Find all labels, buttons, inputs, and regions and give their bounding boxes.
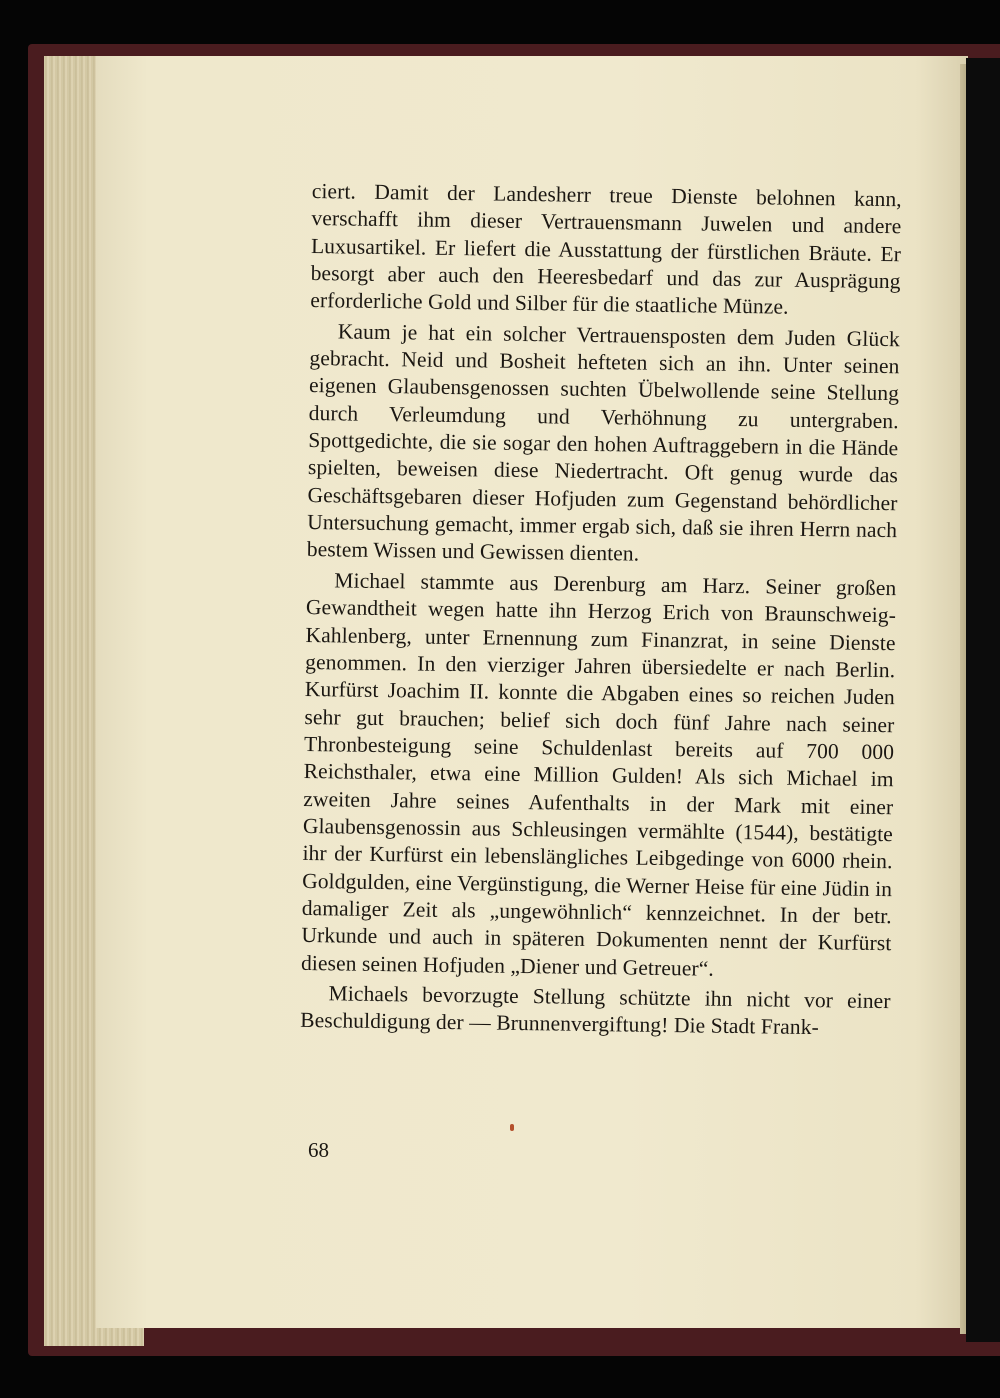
paragraph-2: Kaum je hat ein solcher Vertrauensposten dem Juden Glück gebracht. Neid und Bosheit hefteten sich an ihn. Unter seinen eigenen Glaubensgenossen suchten Übelwollende seine Stellung durch Verleumdung und Verhöhnung zu untergraben. Spottgedichte, die sie sogar den hohen Auftraggebern in die Hände spielten, beweisen diese Niedertracht. Oft genug wurde das Geschäftsgebaren dieser Hofjuden zum Gegenstand behördlicher Untersuchung gemacht, immer ergab sich, daß sie ihren Herrn nach bestem Wissen und Gewissen dienten. (306, 319, 900, 567)
background-right (966, 58, 1000, 1342)
ink-mark (510, 1124, 514, 1131)
paragraph-4: Michaels bevorzugte Stellung schützte ihn nicht vor einer Beschuldigung der — Brunnenvergiftung! Die Stadt Frank- (300, 981, 891, 1040)
body-text (300, 178, 902, 1043)
paragraph-3: Michael stammte aus Derenburg am Harz. Seiner großen Gewandtheit wegen hatte ihn Herzog Erich von Braunschweig-Kahlenberg, unter Ernennung zum Finanzrat, in seine Dienste genommen. In den vierziger Jahren übersiedelte er nach Berlin. Kurfürst Joachim II. konnte die Abgaben eines so reichen Juden sehr gut brauchen; belief sich doch fünf Jahre nach seiner Thronbesteigung seine Schuldenlast bereits auf 700 000 Reichsthaler, etwa eine Million Gulden! Als sich Michael im zweiten Jahre seines Aufenthalts in der Mark mit einer Glaubensgenossin aus Schleusingen vermählte (1544), bestätigte ihr der Kurfürst ein lebenslängliches Leibgedinge von 6000 rhein. Goldgulden, eine Vergünstigung, die Werner Heise für eine Jüdin in damaliger Zeit als „ungewöhnlich“ kennzeichnet. In der betr. Urkunde und auch in späteren Dokumenten nennt der Kurfürst diesen seinen Hofjuden „Diener und Getreuer“. (300, 568, 897, 981)
paragraph-1: ciert. Damit der Landesherr treue Dienste belohnen kann, verschafft ihm dieser Vertrauensmann Juwelen und andere Luxusartikel. Er liefert die Ausstattung der fürstlichen Bräute. Er besorgt aber auch den Heeresbedarf und das zur Ausprägung erforderliche Gold und Silber für die staatliche Münze. (310, 178, 902, 320)
page-number: 68 (308, 1138, 329, 1162)
